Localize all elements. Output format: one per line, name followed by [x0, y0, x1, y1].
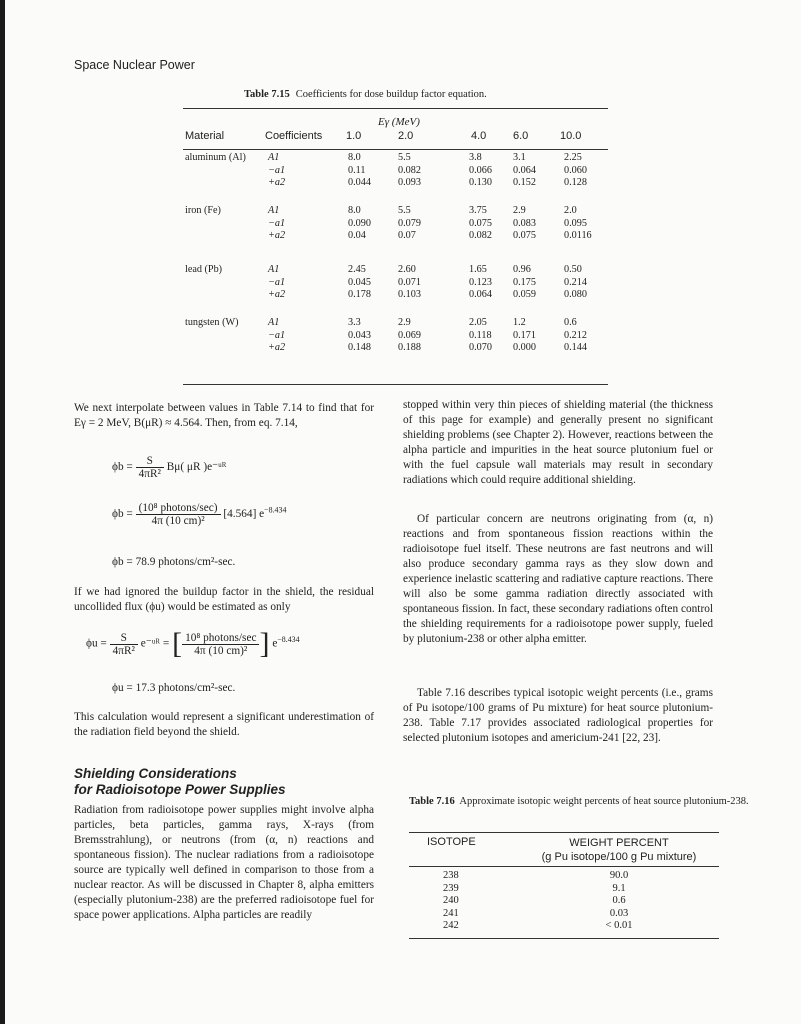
table-cell: 5.5	[398, 152, 411, 163]
col-header-e6: 6.0	[513, 130, 529, 142]
table-7-16-caption	[409, 795, 779, 808]
left-para-4: Radiation from radioisotope power supplies might involve alpha particles, beta particles, gamma rays, X-rays (from Bremsstrahlung), or neutrons (from (α, n) reactions and spontaneous fission). The nuclear radiations from a radioisotope source are typically well defined in comparison to those from a nuclear reactor. As will be discussed in Chapter 8, alpha emitters (especially plutonium-238) are the preferred radioisotope fuel for space power applications. Alpha particles are readily	[74, 804, 374, 921]
table-7-16-top-rule	[409, 832, 719, 833]
table-cell: 0.212	[564, 329, 587, 341]
table-cell: 2.45	[348, 264, 366, 275]
isotope-cell: 241	[443, 907, 459, 919]
table-cell: 0.083	[513, 217, 536, 229]
coefficient-label: −a1	[268, 217, 286, 229]
table-cell: 0.04	[348, 230, 366, 241]
table-cell: 0.128	[564, 177, 587, 188]
table-cell: 2.25	[564, 152, 582, 163]
table-cell: 0.093	[398, 177, 421, 188]
table-cell: 2.9	[398, 317, 411, 328]
material-name: iron (Fe)	[185, 205, 221, 216]
col-header-e4: 4.0	[471, 130, 487, 142]
coefficient-label: A1	[268, 205, 280, 216]
table-cell: 0.178	[348, 289, 371, 300]
table-7-16-title: Approximate isotopic weight percents of heat source plutonium-238.	[459, 796, 749, 807]
page-edge-bar	[0, 0, 5, 1024]
table-cell: 0.082	[469, 230, 492, 241]
weight-cell: < 0.01	[605, 920, 633, 931]
table-cell: 0.130	[469, 177, 492, 188]
table-cell: 0.11	[348, 164, 366, 176]
weight-cell: 0.03	[609, 907, 629, 919]
table-cell: 0.000	[513, 342, 536, 353]
table-cell: 0.171	[513, 329, 536, 341]
equation-1: ϕb = $\frac{S}{\text{4πR²}}$ Bμ( μR )e⁻ᵘᴿ	[112, 455, 227, 480]
table-cell: 0.188	[398, 342, 421, 353]
col-header-e1: 1.0	[346, 130, 362, 142]
col-header-material: Material	[185, 130, 225, 142]
table-cell: 5.5	[398, 205, 411, 216]
table-cell: 3.8	[469, 152, 482, 163]
table-cell: 0.07	[398, 230, 416, 241]
left-para-3: This calculation would represent a significant underestimation of the radiation field beyond the shield.	[74, 711, 374, 738]
right-para-1: stopped within very thin pieces of shielding material (the thickness of this page for example) and generally present no significant shielding problems (see Chapter 2). However, reactions between the alpha particle and impurities in the heat source plutonium fuel or with the fuel capsule wall materials may result in secondary radiations which could require additional shielding.	[403, 399, 713, 486]
table-cell: 0.095	[564, 217, 587, 229]
table-7-15-title: Coefficients for dose buildup factor equation.	[295, 89, 487, 100]
table-7-15-label: Table 7.15	[244, 89, 290, 100]
material-name: aluminum (Al)	[185, 152, 246, 163]
table-cell: 0.079	[398, 217, 421, 229]
table-cell: 0.075	[469, 217, 492, 229]
table-cell: 0.175	[513, 276, 536, 288]
table-cell: 0.069	[398, 329, 421, 341]
coefficient-label: A1	[268, 152, 280, 163]
table-cell: 0.043	[348, 329, 371, 341]
table-cell: 1.2	[513, 317, 526, 328]
energy-header: Eγ (MeV)	[378, 116, 420, 128]
left-para-2: If we had ignored the buildup factor in the shield, the residual uncollided flux (ϕu) would be estimated as only	[74, 586, 374, 613]
coefficient-label: A1	[268, 264, 280, 275]
weight-cell: 90.0	[609, 870, 629, 881]
table-cell: 0.123	[469, 276, 492, 288]
table-cell: 0.080	[564, 289, 587, 300]
col-header-e10: 10.0	[560, 130, 582, 142]
table-cell: 8.0	[348, 205, 361, 216]
coefficient-label: −a1	[268, 164, 286, 176]
col-header-e2: 2.0	[398, 130, 414, 142]
table-cell: 0.214	[564, 276, 587, 288]
equation-3: ϕb = 78.9 photons/cm²-sec.	[112, 556, 236, 568]
table-cell: 0.6	[564, 317, 577, 328]
table-cell: 0.045	[348, 276, 371, 288]
table-cell: 8.0	[348, 152, 361, 163]
table-cell: 0.148	[348, 342, 371, 353]
table-cell: 0.144	[564, 342, 587, 353]
table-cell: 3.3	[348, 317, 361, 328]
table-cell: 0.064	[513, 164, 536, 176]
table-cell: 0.060	[564, 164, 587, 176]
table-cell: 0.059	[513, 289, 536, 300]
coefficient-label: +a2	[268, 342, 286, 353]
table-cell: 1.65	[469, 264, 487, 275]
right-para-3: Table 7.16 describes typical isotopic weight percents (i.e., grams of Pu isotope/100 grams of Pu mixture) for heat source plutonium-238. Table 7.17 provides associated radiological properties for selected plutonium isotopes and americium-241 [22, 23].	[403, 687, 713, 744]
col-header-isotope: ISOTOPE	[427, 836, 476, 848]
table-7-15-bottom-rule	[183, 384, 608, 385]
table-7-15-header-rule	[183, 149, 608, 150]
section-heading: Shielding Considerations for Radioisotope Power Supplies	[74, 766, 286, 797]
equation-2: ϕb = $\frac{\text{(10⁸ photons/sec)}}{\text{4π (10 cm)²}}$ [4.564] $e^{-8.434}$	[112, 502, 287, 527]
table-cell: 0.118	[469, 329, 492, 341]
isotope-cell: 240	[443, 895, 459, 906]
equation-4: ϕu = $\frac{S}{\text{4πR²}}$ e⁻ᵘᴿ = [ $\frac{\text{10⁸ photons/sec}}{\text{4π (10 cm)²}}$ ] $e^{-8.434}$	[86, 627, 300, 660]
weight-cell: 9.1	[612, 882, 626, 894]
running-head: Space Nuclear Power	[74, 58, 195, 72]
coefficient-label: A1	[268, 317, 280, 328]
table-cell: 0.066	[469, 164, 492, 176]
left-para-1: We next interpolate between values in Table 7.14 to find that for Eγ = 2 MeV, B(μR) ≈ 4.564. Then, from eq. 7.14,	[74, 402, 374, 429]
table-7-15-caption	[244, 89, 487, 100]
table-cell: 0.082	[398, 164, 421, 176]
table-cell: 3.1	[513, 152, 526, 163]
isotope-cell: 238	[443, 870, 459, 881]
coefficient-label: −a1	[268, 276, 286, 288]
table-cell: 2.0	[564, 205, 577, 216]
table-7-16-bottom-rule	[409, 938, 719, 939]
isotope-cell: 242	[443, 920, 459, 931]
isotope-cell: 239	[443, 882, 459, 894]
table-cell: 0.075	[513, 230, 536, 241]
coefficient-label: +a2	[268, 177, 286, 188]
table-cell: 0.96	[513, 264, 531, 275]
table-7-16-label: Table 7.16	[409, 796, 455, 807]
col-header-weight: WEIGHT PERCENT (g Pu isotope/100 g Pu mixture)	[541, 837, 697, 863]
coefficient-label: +a2	[268, 289, 286, 300]
table-cell: 2.05	[469, 317, 487, 328]
table-cell: 0.50	[564, 264, 582, 275]
material-name: tungsten (W)	[185, 317, 239, 328]
col-header-coefficients: Coefficients	[265, 130, 323, 142]
table-7-15-top-rule	[183, 108, 608, 109]
coefficient-label: +a2	[268, 230, 286, 241]
table-cell: 2.9	[513, 205, 526, 216]
table-cell: 0.090	[348, 217, 371, 229]
table-cell: 0.044	[348, 177, 371, 188]
table-cell: 0.071	[398, 276, 421, 288]
weight-cell: 0.6	[612, 895, 626, 906]
table-cell: 0.064	[469, 289, 492, 300]
material-name: lead (Pb)	[185, 264, 223, 275]
table-cell: 0.103	[398, 289, 421, 300]
table-cell: 0.152	[513, 177, 536, 188]
equation-5: ϕu = 17.3 photons/cm²-sec.	[112, 682, 236, 694]
table-cell: 0.070	[469, 342, 492, 353]
table-cell: 0.0116	[564, 230, 592, 241]
table-7-16-header-rule	[409, 866, 719, 867]
right-para-2: Of particular concern are neutrons originating from (α, n) reactions and from spontaneous fission reactions within the radioisotope fuel itself. These neutrons are fast neutrons and will also produce secondary gamma rays as they slow down and experience inelastic scattering and radiative capture reactions. There will also be some gamma radiation directly associated with spontaneous fission. In fact, these secondary radiations often control the shielding requirements for a radioisotope power supply, fueled by plutonium-238 or other alpha emitter.	[403, 513, 713, 645]
table-cell: 2.60	[398, 264, 416, 275]
coefficient-label: −a1	[268, 329, 286, 341]
table-cell: 3.75	[469, 205, 487, 216]
